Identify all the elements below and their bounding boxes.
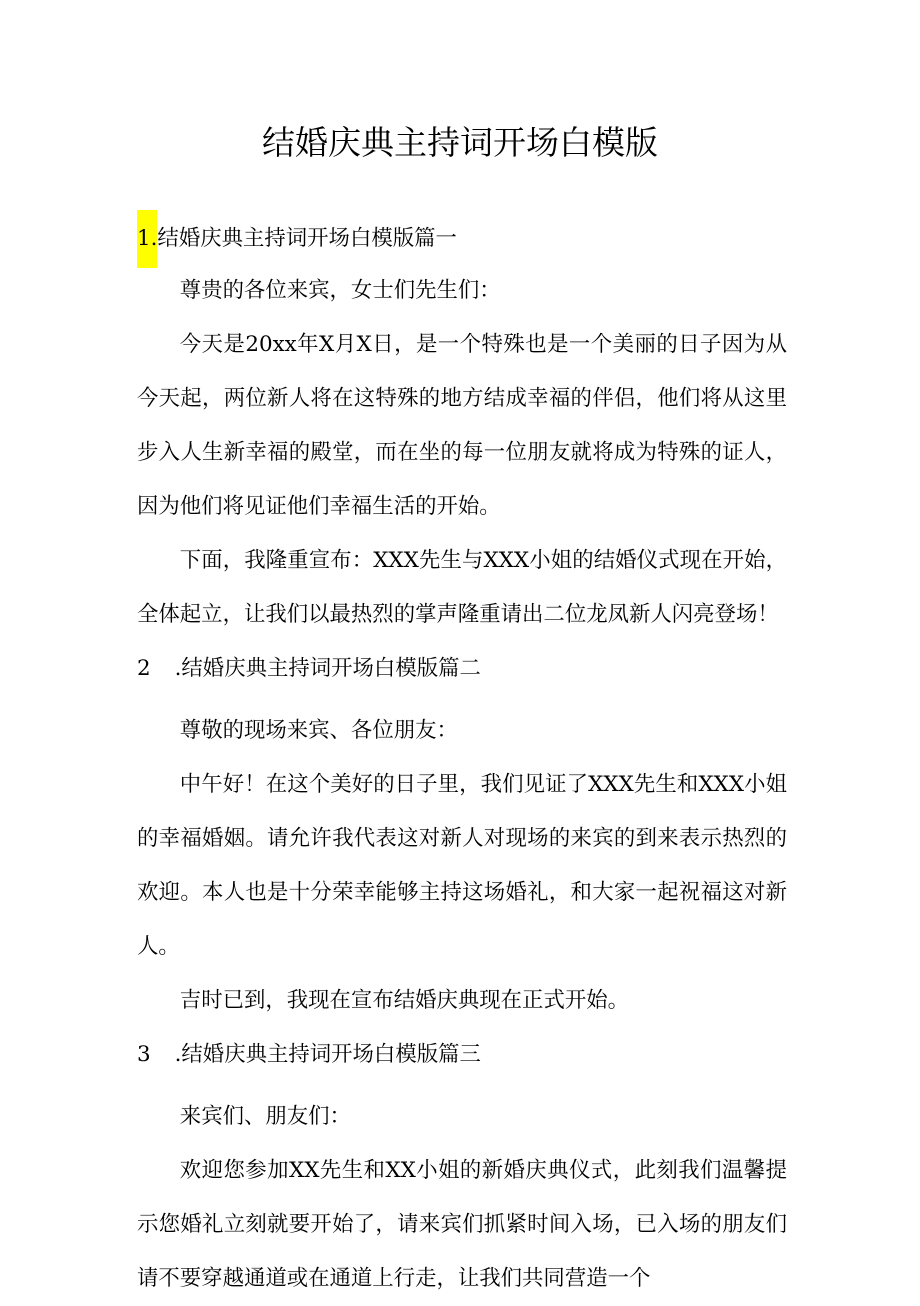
paragraph: 吉时已到，我现在宣布结婚庆典现在正式开始。 (179, 988, 630, 1013)
section-heading-text: 结婚庆典主持词开场白模版篇一 (157, 226, 457, 251)
paragraph: 来宾们、朋友们： (179, 1104, 351, 1129)
paragraph: 下面，我隆重宣布：XXX先生与XXX小姐的结婚仪式现在开始，全体起立，让我们以最热烈的掌声隆重请出二位龙凤新人闪亮登场！ (137, 548, 787, 627)
paragraph: 欢迎您参加XX先生和XX小姐的新婚庆典仪式，此刻我们温馨提示您婚礼立刻就要开始了，请来宾们抓紧时间入场，已入场的朋友们请不要穿越通道或在通道上行走，让我们共同营造一个 (137, 1158, 787, 1291)
section-heading-text: .结婚庆典主持词开场白模版篇三 (174, 1042, 481, 1067)
section-heading-text: .结婚庆典主持词开场白模版篇二 (174, 656, 481, 681)
section-number: 2 (137, 656, 151, 681)
paragraph: 中午好！在这个美好的日子里，我们见证了XXX先生和XXX小姐的幸福婚姻。请允许我代表这对新人对现场的来宾的到来表示热烈的欢迎。本人也是十分荣幸能够主持这场婚礼，和大家一起祝福这对新人。 (137, 772, 787, 959)
page-title: 结婚庆典主持词开场白模版 (262, 123, 658, 162)
section-number: 3 (137, 1042, 151, 1067)
paragraph: 尊贵的各位来宾，女士们先生们： (179, 278, 501, 303)
section-heading-3 (137, 1028, 787, 1082)
paragraph: 尊敬的现场来宾、各位朋友： (179, 718, 458, 743)
section-heading-1 (137, 210, 787, 264)
highlighted-section-number: 1. (137, 210, 157, 268)
section-heading-2 (137, 642, 787, 696)
document-body (137, 210, 787, 1306)
paragraph: 今天是20xx年X月X日，是一个特殊也是一个美丽的日子因为从今天起，两位新人将在这特殊的地方结成幸福的伴侣，他们将从这里步入人生新幸福的殿堂，而在坐的每一位朋友就将成为特殊的证人，因为他们将见证他们幸福生活的开始。 (137, 332, 787, 519)
